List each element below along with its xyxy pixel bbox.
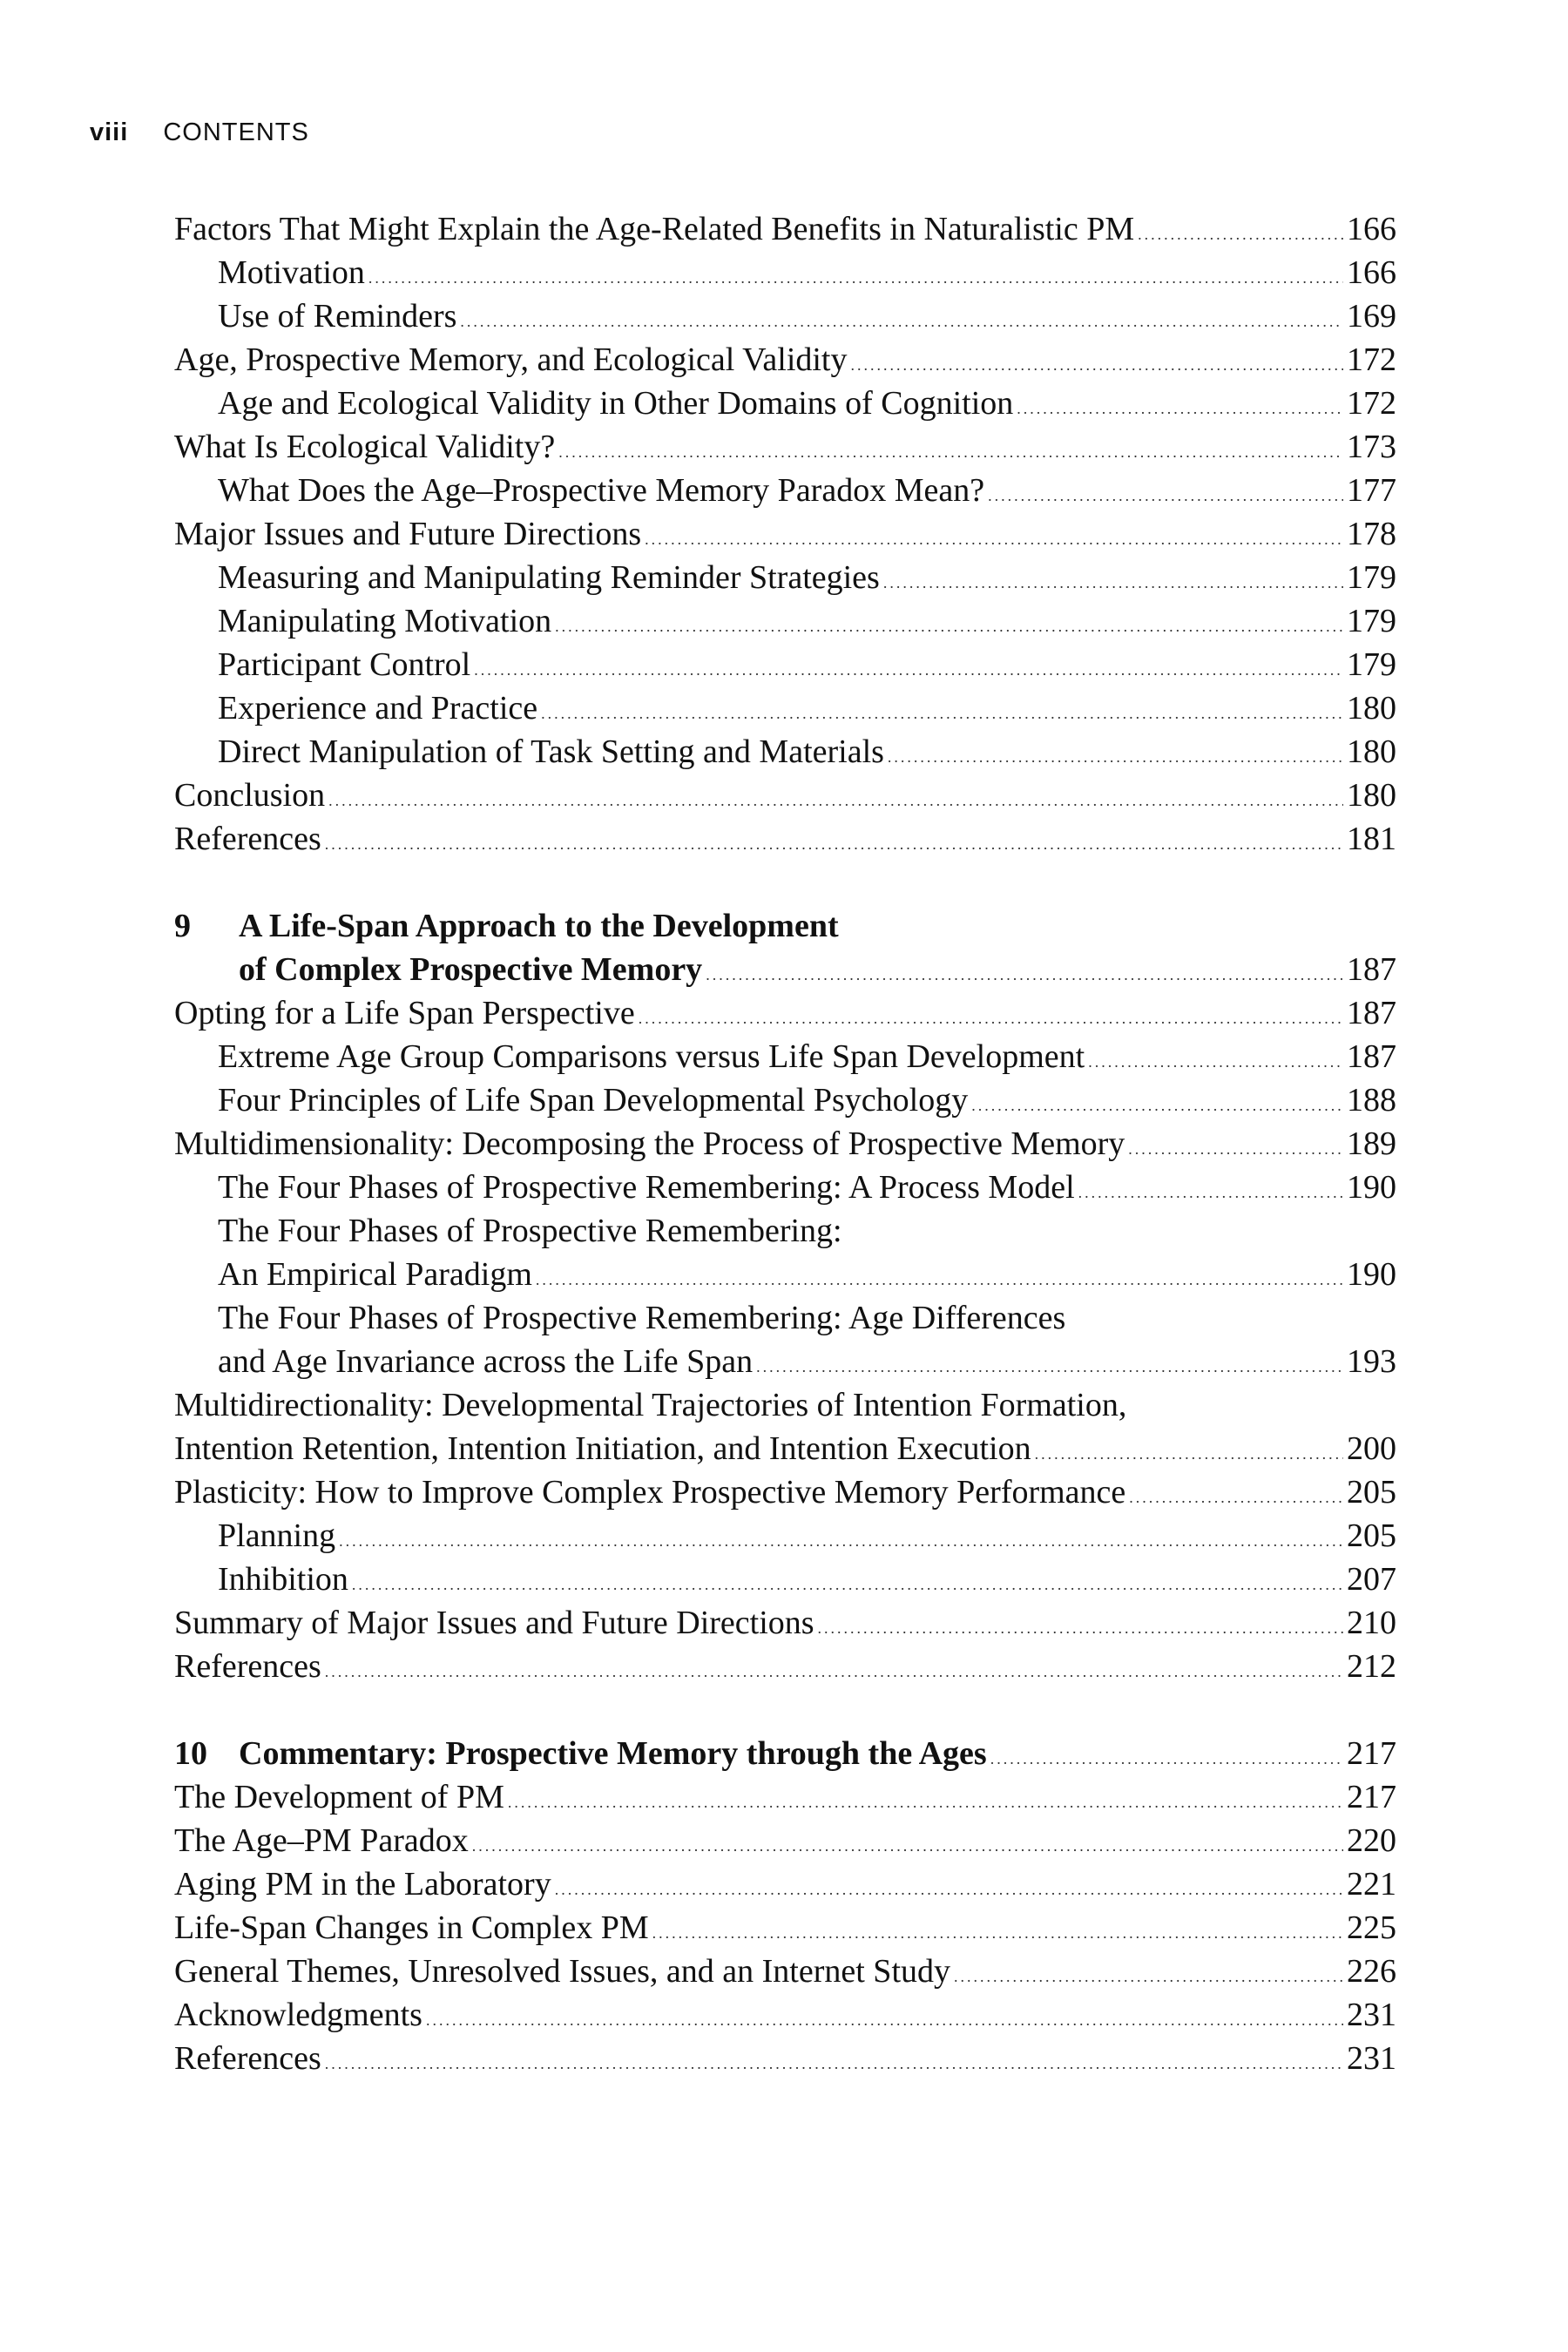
section-spacer (174, 1688, 1396, 1732)
toc-entry-continued[interactable]: and Age Invariance across the Life Span ..... 193 (174, 1340, 1396, 1383)
dot-leader (352, 1563, 1343, 1606)
page-number: 205 (1347, 1474, 1396, 1511)
dot-leader (1017, 387, 1343, 430)
dot-leader (328, 779, 1343, 822)
dot-leader (1128, 1127, 1343, 1171)
toc-entry[interactable]: Summary of Major Issues and Future Directions ..... 210 (174, 1601, 1396, 1645)
toc-entry[interactable]: References ..... 181 (174, 817, 1396, 861)
toc-entry[interactable]: Direct Manipulation of Task Setting and Materials ..... 180 (174, 730, 1396, 774)
page-number: 187 (1347, 995, 1396, 1031)
toc-section-continued (174, 207, 1396, 861)
dot-leader (645, 517, 1343, 561)
toc-entry[interactable]: What Does the Age–Prospective Memory Paradox Mean? ..... 177 (174, 469, 1396, 512)
toc-entry[interactable]: Life-Span Changes in Complex PM ..... 225 (174, 1906, 1396, 1950)
page-number: 200 (1347, 1430, 1396, 1467)
page-number: 189 (1347, 1125, 1396, 1162)
page-number: 188 (1347, 1082, 1396, 1119)
chapter-title: Commentary: Prospective Memory through the Ages (239, 1735, 987, 1772)
page-number: 190 (1347, 1256, 1396, 1293)
dot-leader (474, 648, 1343, 692)
toc-entry[interactable]: The Development of PM ..... 217 (174, 1775, 1396, 1819)
toc-entry[interactable]: Planning ..... 205 (174, 1514, 1396, 1558)
page-number: 205 (1347, 1517, 1396, 1554)
toc-entry[interactable]: Opting for a Life Span Perspective ..... 187 (174, 991, 1396, 1035)
toc-entry[interactable]: Plasticity: How to Improve Complex Prospective Memory Performance ..... 205 (174, 1470, 1396, 1514)
page-number: 180 (1347, 690, 1396, 727)
toc-entry-first-line[interactable]: Multidirectionality: Developmental Trajectories of Intention Formation, (174, 1387, 1127, 1423)
dot-leader (990, 1737, 1343, 1781)
dot-leader (555, 1868, 1343, 1911)
page-number: 166 (1347, 211, 1396, 247)
toc-entry-first-line[interactable]: The Four Phases of Prospective Remembering: Age Differences (218, 1300, 1066, 1336)
page-number: 190 (1347, 1169, 1396, 1206)
toc-entry[interactable]: Measuring and Manipulating Reminder Strategies ..... 179 (174, 556, 1396, 599)
dot-leader (1078, 1171, 1343, 1214)
dot-leader (971, 1084, 1343, 1127)
chapter-title: A Life-Span Approach to the Development (239, 908, 839, 944)
page-number: 172 (1347, 341, 1396, 378)
dot-leader (536, 1258, 1343, 1301)
page-number: 220 (1347, 1822, 1396, 1859)
dot-leader (988, 474, 1343, 517)
toc-entry[interactable]: Use of Reminders ..... 169 (174, 294, 1396, 338)
toc-entry[interactable]: Age and Ecological Validity in Other Domains of Cognition ..... 172 (174, 382, 1396, 425)
toc-entry[interactable]: Motivation ..... 166 (174, 251, 1396, 294)
page-number: 172 (1347, 385, 1396, 422)
dot-leader (954, 1955, 1343, 1998)
toc-entry[interactable]: General Themes, Unresolved Issues, and an Internet Study ..... 226 (174, 1950, 1396, 1993)
dot-leader (1088, 1040, 1343, 1084)
toc-entry[interactable]: Experience and Practice ..... 180 (174, 686, 1396, 730)
toc-entry[interactable]: Acknowledgments ..... 231 (174, 1993, 1396, 2037)
running-title: CONTENTS (163, 118, 309, 146)
running-head (90, 118, 309, 147)
page-number: 217 (1347, 1779, 1396, 1815)
page-number: 180 (1347, 777, 1396, 814)
page-number: 225 (1347, 1909, 1396, 1946)
dot-leader (1129, 1476, 1343, 1519)
toc-entry[interactable]: Multidimensionality: Decomposing the Process of Prospective Memory ..... 189 (174, 1122, 1396, 1166)
toc-entry[interactable]: Factors That Might Explain the Age-Related Benefits in Naturalistic PM ..... 166 (174, 207, 1396, 251)
dot-leader (460, 300, 1343, 343)
dot-leader (558, 430, 1343, 474)
toc-entry-continued[interactable]: Intention Retention, Intention Initiation, and Intention Execution ..... 200 (174, 1427, 1396, 1470)
chapter-title-cont: of Complex Prospective Memory (239, 951, 703, 988)
dot-leader (325, 1650, 1343, 1693)
page-number: 166 (1347, 254, 1396, 291)
dot-leader (818, 1606, 1343, 1650)
page-number: 221 (1347, 1866, 1396, 1903)
page-number: 179 (1347, 559, 1396, 596)
page-number: 173 (1347, 429, 1396, 465)
chapter-heading-continued[interactable] (174, 948, 1396, 991)
dot-leader (325, 2042, 1343, 2085)
dot-leader (325, 822, 1343, 866)
page-number: 217 (1347, 1735, 1396, 1772)
toc-entry[interactable]: References ..... 231 (174, 2037, 1396, 2080)
dot-leader (706, 953, 1343, 997)
toc-entry[interactable]: Aging PM in the Laboratory ..... 221 (174, 1862, 1396, 1906)
toc-entry[interactable]: Conclusion ..... 180 (174, 774, 1396, 817)
page-number: 231 (1347, 1997, 1396, 2033)
dot-leader (426, 1998, 1343, 2042)
dot-leader (883, 561, 1343, 605)
toc-entry[interactable]: Manipulating Motivation ..... 179 (174, 599, 1396, 643)
toc-chapter-10 (174, 1732, 1396, 2080)
page-number: 177 (1347, 472, 1396, 509)
toc-entry[interactable]: Major Issues and Future Directions ..... 178 (174, 512, 1396, 556)
page-number: 207 (1347, 1561, 1396, 1598)
page-number: 179 (1347, 603, 1396, 639)
page-number: 193 (1347, 1343, 1396, 1380)
toc-entry-continued[interactable]: An Empirical Paradigm ..... 190 (174, 1253, 1396, 1296)
page-number: 179 (1347, 646, 1396, 683)
page-number: 212 (1347, 1648, 1396, 1685)
page-number: 180 (1347, 733, 1396, 770)
page-number: 226 (1347, 1953, 1396, 1990)
page-number: 181 (1347, 821, 1396, 857)
chapter-heading[interactable] (174, 1732, 1396, 1775)
toc-entry[interactable]: References ..... 212 (174, 1645, 1396, 1688)
toc-entry[interactable]: Age, Prospective Memory, and Ecological Validity ..... 172 (174, 338, 1396, 382)
chapter-heading[interactable] (174, 904, 1396, 948)
toc-entry[interactable]: Inhibition ..... 207 (174, 1558, 1396, 1601)
page-number: 169 (1347, 298, 1396, 335)
toc-entry[interactable]: What Is Ecological Validity? ..... 173 (174, 425, 1396, 469)
dot-leader (888, 735, 1343, 779)
dot-leader (541, 692, 1343, 735)
chapter-number: 10 (174, 1735, 207, 1772)
page-number: 178 (1347, 516, 1396, 552)
page-folio: viii (90, 118, 129, 146)
toc-entry[interactable]: Participant Control ..... 179 (174, 643, 1396, 686)
page-number: 231 (1347, 2040, 1396, 2077)
dot-leader (1138, 213, 1343, 256)
page-number: 187 (1347, 951, 1396, 988)
section-spacer (174, 861, 1396, 904)
toc-entry[interactable]: Four Principles of Life Span Developmental Psychology ..... 188 (174, 1078, 1396, 1122)
dot-leader (368, 256, 1343, 300)
dot-leader (339, 1519, 1343, 1563)
dot-leader (1035, 1432, 1343, 1476)
toc-chapter-9 (174, 904, 1396, 1688)
table-of-contents (174, 207, 1396, 2080)
toc-entry[interactable]: The Age–PM Paradox ..... 220 (174, 1819, 1396, 1862)
dot-leader (756, 1345, 1343, 1389)
dot-leader (851, 343, 1344, 387)
toc-entry[interactable]: The Four Phases of Prospective Remembering: A Process Model ..... 190 (174, 1166, 1396, 1209)
page-number: 210 (1347, 1605, 1396, 1641)
dot-leader (555, 605, 1343, 648)
dot-leader (508, 1781, 1343, 1824)
chapter-number: 9 (174, 908, 191, 944)
dot-leader (652, 1911, 1343, 1955)
dot-leader (639, 997, 1343, 1040)
toc-entry[interactable]: Extreme Age Group Comparisons versus Life Span Development ..... 187 (174, 1035, 1396, 1078)
toc-entry-first-line[interactable]: The Four Phases of Prospective Remembering: (218, 1213, 842, 1249)
dot-leader (472, 1824, 1343, 1868)
page-number: 187 (1347, 1038, 1396, 1075)
